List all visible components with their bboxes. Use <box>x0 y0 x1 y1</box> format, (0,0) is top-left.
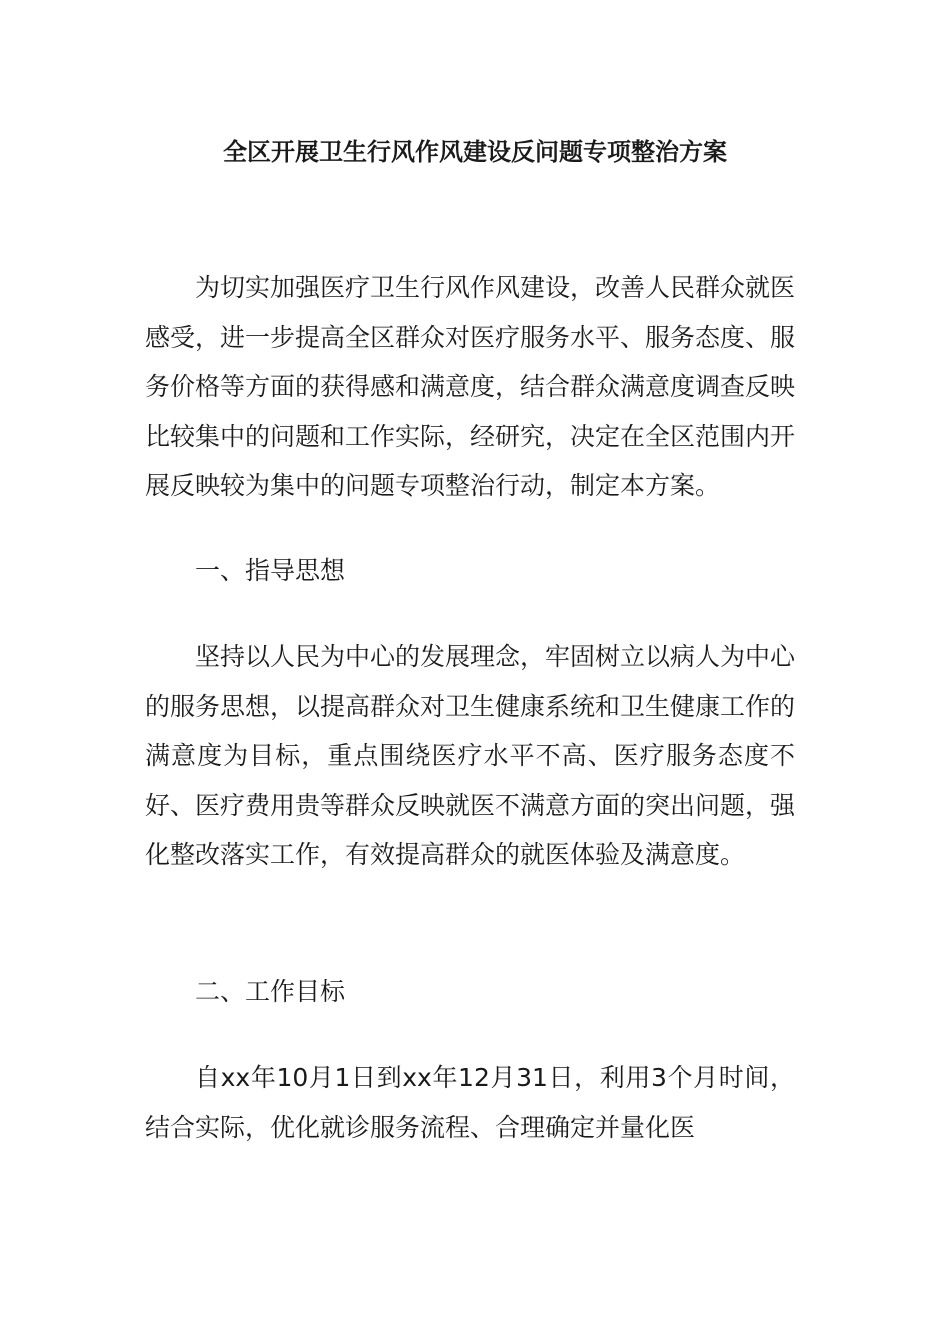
work-goals-paragraph: 自xx年10月1日到xx年12月31日，利用3个月时间，结合实际，优化就诊服务流程、合理确定并量化医 <box>145 1063 795 1142</box>
section-heading-work-goals: 二、工作目标 <box>195 977 346 1006</box>
section-heading-guiding-thought: 一、指导思想 <box>195 556 346 585</box>
document-title: 全区开展卫生行风作风建设反问题专项整治方案 <box>223 138 727 166</box>
intro-paragraph: 为切实加强医疗卫生行风作风建设，改善人民群众就医感受，进一步提高全区群众对医疗服务水平、服务态度、服务价格等方面的获得感和满意度，结合群众满意度调查反映比较集中的问题和工作实际，经研究，决定在全区范围内开展反映较为集中的问题专项整治行动，制定本方案。 <box>145 273 796 500</box>
guiding-thought-paragraph: 坚持以人民为中心的发展理念，牢固树立以病人为中心的服务思想，以提高群众对卫生健康系统和卫生健康工作的满意度为目标，重点围绕医疗水平不高、医疗服务态度不好、医疗费用贵等群众反映就医不满意方面的突出问题，强化整改落实工作，有效提高群众的就医体验及满意度。 <box>145 642 796 869</box>
